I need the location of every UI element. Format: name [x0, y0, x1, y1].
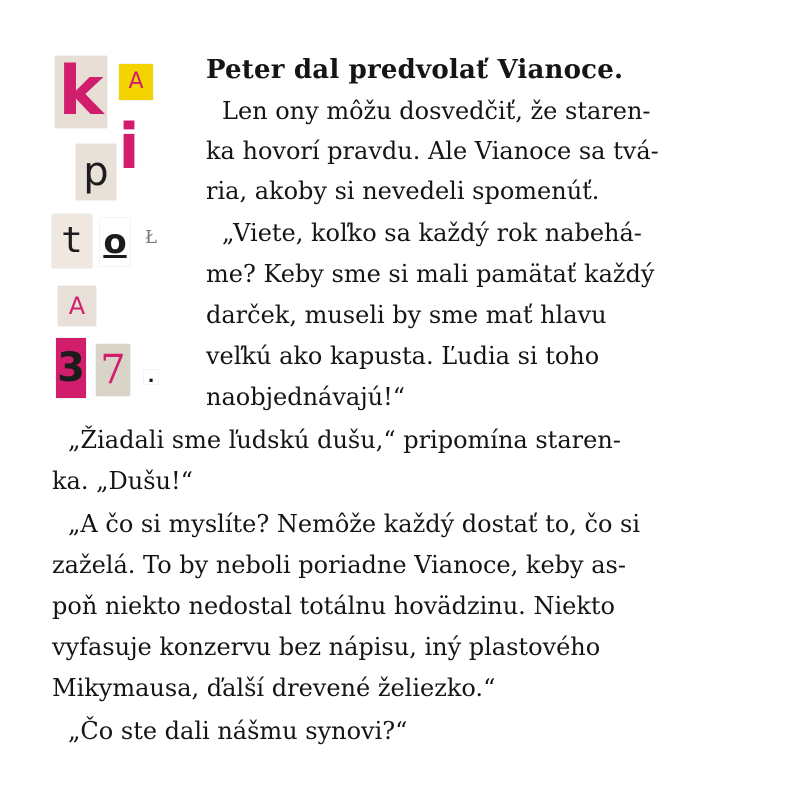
text-line: „Viete, koľko sa každý rok nabehá-: [222, 219, 642, 247]
chapter-letter: k: [55, 56, 107, 128]
text-line: ka hovorí pravdu. Ale Vianoce sa tvá-: [206, 137, 659, 165]
text-line: „Žiadali sme ľudskú dušu,“ pripomína staren-: [68, 426, 621, 454]
text-line: Len ony môžu dosvedčiť, že staren-: [222, 97, 651, 125]
chapter-number-dot: .: [144, 370, 158, 384]
text-line: poň niekto nedostal totálnu hovädzinu. Niekto: [52, 592, 615, 620]
text-line: zaželá. To by neboli poriadne Vianoce, keby as-: [52, 551, 626, 579]
chapter-letter: Ł: [140, 224, 162, 252]
chapter-letter: t: [52, 214, 92, 268]
text-line: ria, akoby si nevedeli spomenúť.: [206, 177, 600, 205]
chapter-letter: p: [76, 144, 116, 200]
text-line: naobjednávajú!“: [206, 383, 406, 411]
text-line: darček, museli by sme mať hlavu: [206, 301, 607, 329]
text-line: vyfasuje konzervu bez nápisu, iný plastového: [52, 633, 601, 661]
text-line: Mikymausa, ďalší drevené želiezko.“: [52, 674, 496, 702]
chapter-letter: A: [58, 286, 96, 326]
chapter-number-digit: 7: [96, 344, 130, 396]
chapter-letter: A: [119, 64, 153, 100]
text-line: „A čo si myslíte? Nemôže každý dostať to, čo si: [68, 510, 641, 538]
chapter-heading-collage: [40, 48, 190, 408]
text-line: veľkú ako kapusta. Ľudia si toho: [206, 342, 600, 370]
chapter-number-digit: 3: [56, 338, 86, 398]
text-line: ka. „Dušu!“: [52, 467, 193, 495]
text-line: „Čo ste dali nášmu synovi?“: [68, 717, 408, 745]
section-title: Peter dal predvolať Vianoce.: [206, 55, 624, 85]
chapter-letter: i: [116, 110, 142, 184]
text-line: me? Keby sme si mali pamätať každý: [206, 260, 655, 288]
chapter-letter: o: [100, 218, 130, 266]
